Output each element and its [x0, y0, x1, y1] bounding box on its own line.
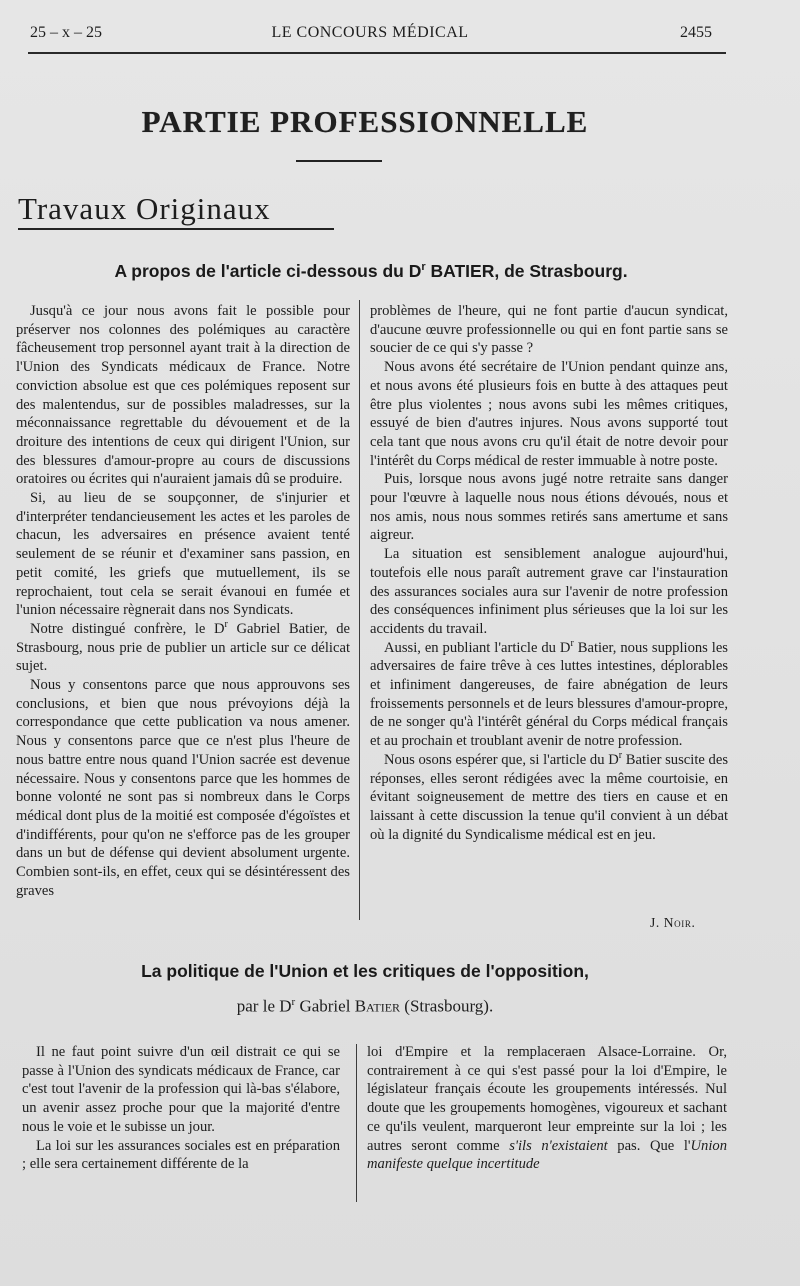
italic-text: s'ils n'existaient [509, 1137, 608, 1154]
paragraph: La loi sur les assurances sociales est en préparation ; elle sera certainement différente de la [22, 1137, 340, 1173]
paragraph-text: Batier, nous supplions les adversaires de faire trêve à ces luttes intestines, déplorables et infiniment dangereuses, de faire abnégation de leurs froissements personnels et de leurs blessures d'amour-propre, de ne songer qu'à l'intérêt général du Corps médical français et au prochain et troublant avenir de notre profession. [370, 639, 728, 750]
column-divider [359, 300, 360, 920]
article1-heading-name: BATIER, de Strasbourg. [425, 261, 628, 281]
byline-text: Gabriel [295, 996, 355, 1016]
paragraph-text: Notre distingué confrère, le D [30, 620, 225, 637]
column-divider [356, 1044, 357, 1202]
article1-heading-text: A propos de l'article ci-dessous du D [114, 261, 422, 281]
byline-author-name: Batier [354, 996, 401, 1016]
article1-column-right [370, 302, 728, 844]
paragraph: Il ne faut point suivre d'un œil distrait ce qui se passe à l'Union des syndicats médicaux de France, car c'est tout l'avenir de la profession qui là-bas s'élabore, un avenir assez proche pour que la majorité d'entre nous le voie et le subisse un jour. [22, 1044, 340, 1135]
paragraph [370, 751, 728, 845]
journal-title: LE CONCOURS MÉDICAL [271, 24, 469, 41]
paragraph: Nous avons été secrétaire de l'Union pendant quinze ans, et nous avons été plusieurs fois en butte à des attaques peut être plus violentes ; nous avons subi les mêmes critiques, essuyé de bien d'autres injures. Nous avons supporté tout cela tant que nous avons cru qu'il était de notre devoir pour l'intérêt du Corps médical de rester immuable à notre poste. [370, 359, 728, 469]
article2-column-left [22, 1043, 340, 1174]
paragraph-text: Aussi, en publiant l'article du D [384, 639, 571, 656]
paragraph [367, 1043, 727, 1174]
article1-heading-sup: r [421, 261, 426, 274]
page-number: 2455 [680, 24, 712, 41]
paragraph: problèmes de l'heure, qui ne font partie d'aucun syndicat, d'aucune œuvre professionnelle ou qui en font partie sans se soucier de ce qui s'y passe ? [370, 303, 728, 357]
byline-text: par le D [236, 996, 292, 1016]
paragraph: Jusqu'à ce jour nous avons fait le possible pour préserver nos colonnes des polémiques au caractère fâcheusement trop personnel ayant trait à la direction de l'Union des Syndicats médicaux de France. Notre conviction absolue est que ces polémiques reposent sur des malentendus, sur de possibles maladresses, sur la méconnaissance regrettable du dévouement et de la droiture des intentions de ceux qui dirigent l'Union, sur des blessures d'amour-propre au cours de discussions oratoires ou écrites qui n'auraient jamais dû se produire. [16, 303, 350, 488]
paragraph-text: Nous osons espérer que, si l'article du D [384, 751, 619, 768]
author-signature: J. Noir. [650, 915, 696, 930]
byline-sup: r [291, 996, 296, 1008]
paragraph [16, 620, 350, 676]
paragraph-text: Batier suscite des réponses, elles seront rédigées avec la même courtoisie, en évitant soigneusement de mettre des tiers en cause et en laissant à cette discussion la tenue qu'il convient à un débat où la dignité du Syndicalisme médical est en jeu. [370, 751, 728, 843]
doctor-abbrev-sup: r [618, 750, 623, 762]
paragraph-text: loi d'Empire et la remplaceraen Alsace-Lorraine. Or, contrairement à ce qui s'est passé pour la loi d'Empire, le législateur français écoute les groupements intéressés. Nul doute que les groupements homogènes, vigoureux et sachant ce qu'ils veulent, marqueront leur empreinte sur la loi ; les autres seront comme [367, 1044, 727, 1154]
section-title: PARTIE PROFESSIONNELLE [141, 104, 589, 139]
doctor-abbrev-sup: r [570, 637, 574, 649]
header-rule [28, 52, 726, 54]
article2-byline [0, 996, 730, 1017]
issue-date: 25 – x – 25 [30, 24, 102, 41]
paragraph: Si, au lieu de se soupçonner, de s'injurier et d'interpréter tendancieusement les actes et les paroles de chacun, les adversaires en présence avaient tenté seulement de se réunir et d'examiner sans passion, en petit comité, les griefs que mutuellement, ils se reprochaient, tout cela se serait évanoui en fumée et l'union nécessaire règnerait dans nos Syndicats. [16, 490, 350, 619]
running-head [28, 24, 712, 46]
article1-column-left [16, 302, 350, 901]
section-rule [296, 160, 382, 162]
paragraph [370, 639, 728, 751]
article1-heading [0, 261, 736, 282]
italic-text: Union manifeste quelque incertitude [367, 1137, 727, 1173]
paragraph: Puis, lorsque nous avons jugé notre retraite sans danger pour l'œuvre à laquelle nous nous étions dévoués, nous et nos amis, nous nous sommes retirés sans amertume et sans aigreur. [370, 471, 728, 544]
paragraph-text: pas. Que l' [607, 1137, 691, 1154]
article2-column-right [367, 1043, 727, 1174]
paragraph: La situation est sensiblement analogue aujourd'hui, toutefois elle nous paraît autrement grave car l'instauration des assurances sociales aura sur l'avenir de notre profession des conséquences infiniment plus sérieuses que la loi sur les accidents du travail. [370, 546, 728, 637]
rubric-rule [18, 228, 334, 230]
doctor-abbrev-sup: r [224, 619, 228, 631]
paragraph: Nous y consentons parce que nous approuvons ses conclusions, et bien que nous prévoyions déjà la correspondance que cette publication va nous amener. Nous y consentons parce que ce n'est plus l'heure de nous battre entre nous quand l'Union sacrée est devenue nécessaire. Nous y consentons parce que les hommes de bonne volonté ne sont pas si nombreux dans le Corps médical dont plus de la moitié est composée d'égoïstes et d'indifférents, pour qu'on ne s'efforce pas de les grouper dans un but de défense qui devient absolument urgente. Combien sont-ils, en effet, ceux qui se désintéressent des graves [16, 677, 350, 899]
byline-text: (Strasbourg). [400, 996, 494, 1016]
article2-heading: La politique de l'Union et les critiques de l'opposition, [141, 961, 589, 981]
rubric-title: Travaux Originaux [18, 191, 271, 226]
paragraph-text: Gabriel Batier, de Strasbourg, nous prie de publier un article sur ce délicat sujet. [16, 620, 351, 675]
